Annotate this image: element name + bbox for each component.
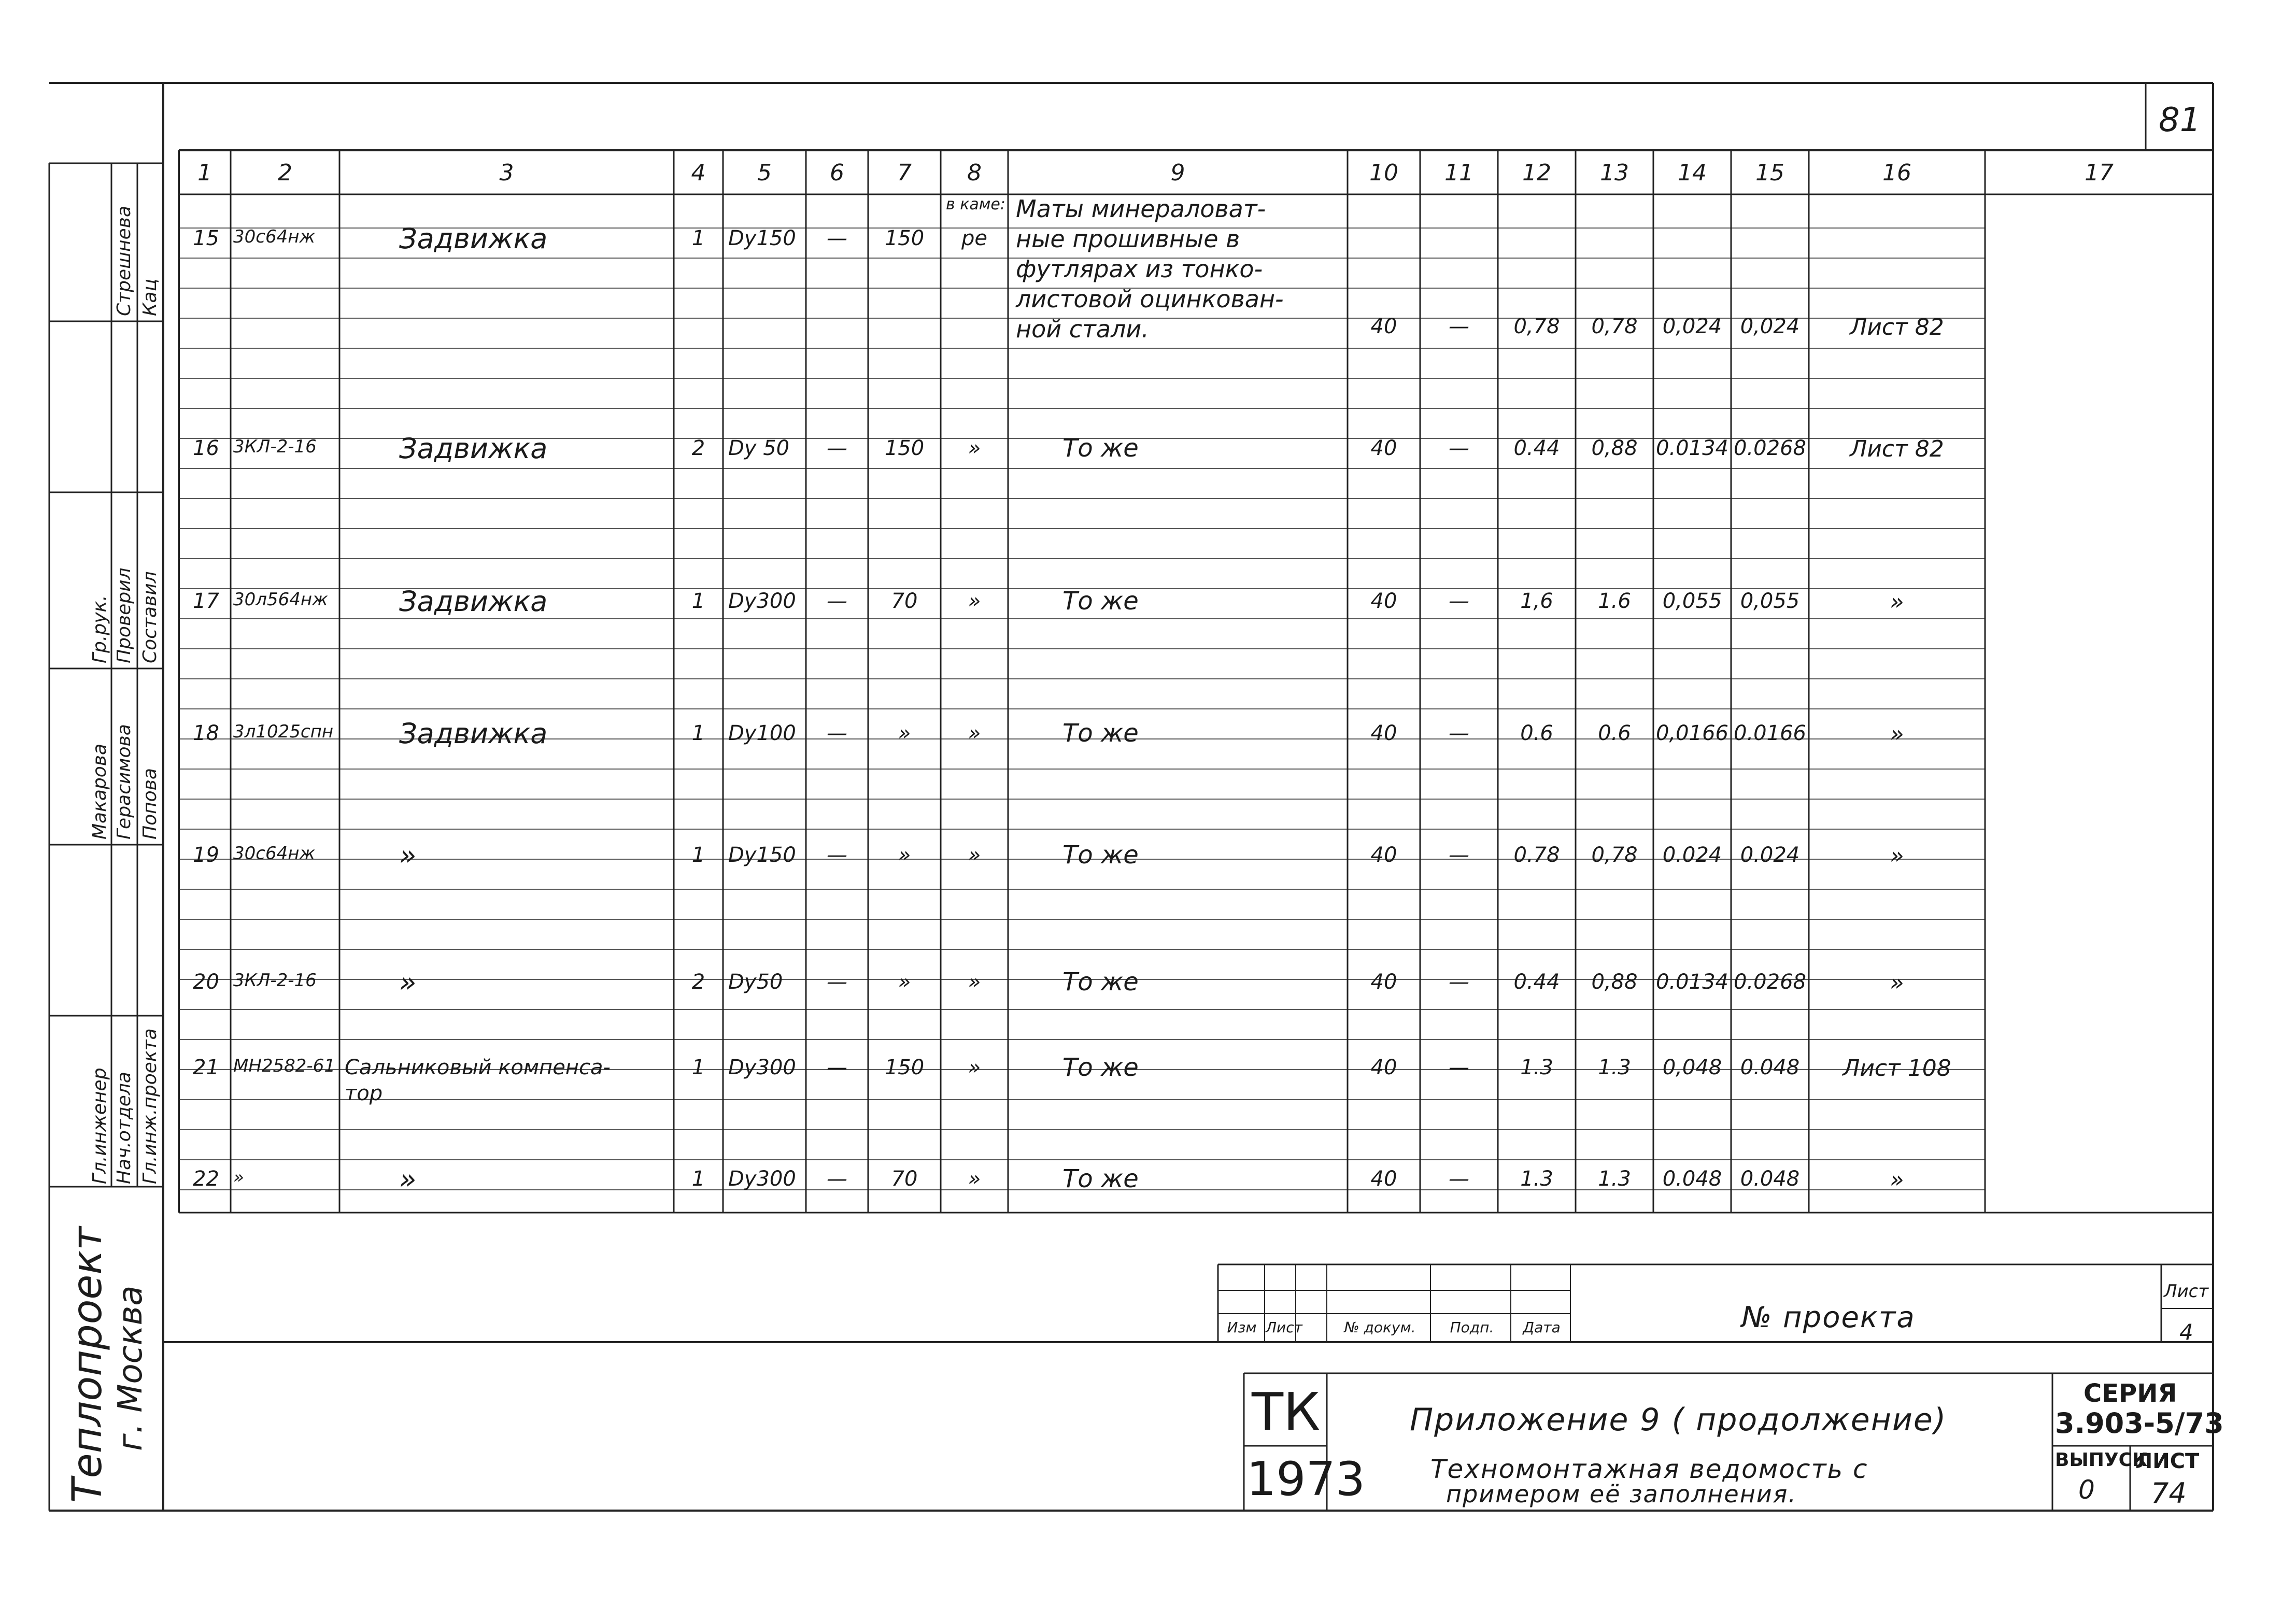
row-col12: 1,6	[1520, 589, 1553, 613]
row-col12: 1.3	[1520, 1167, 1553, 1191]
row-col16: »	[1890, 721, 1904, 747]
row-code: 30л564нж	[233, 589, 328, 610]
row-col11: —	[1449, 970, 1469, 994]
row-col11: —	[1449, 843, 1469, 867]
strip-label: Составил	[139, 571, 161, 663]
row-col14: 0.0134	[1656, 970, 1728, 994]
row-col15: 0.048	[1740, 1167, 1800, 1191]
row-col8: »	[968, 721, 981, 745]
issue-value: 0	[2078, 1475, 2095, 1505]
row-quantity: 1	[691, 843, 705, 867]
strip-label: Попова	[139, 768, 161, 840]
row-col14: 0,055	[1662, 589, 1722, 613]
row-col12: 0,78	[1513, 315, 1560, 338]
row-col10: 40	[1370, 589, 1397, 613]
row-col6: —	[827, 843, 847, 867]
row-col10: 40	[1370, 1056, 1397, 1079]
row-col8: »	[968, 436, 981, 460]
column-header-5: 5	[757, 160, 772, 186]
row-col11: —	[1449, 1056, 1469, 1079]
column-header-6: 6	[830, 160, 844, 186]
row-name: Задвижка	[399, 585, 548, 618]
row-insulation: То же	[1062, 434, 1139, 463]
row-insulation: То же	[1062, 1053, 1139, 1082]
stamp-year: 1973	[1246, 1452, 1366, 1506]
column-header-14: 14	[1678, 160, 1707, 186]
row-col10: 40	[1370, 315, 1397, 338]
strip-label: Гл.инженер	[89, 1068, 110, 1184]
row-col16: Лист 108	[1843, 1055, 1951, 1082]
row-col12: 0.44	[1513, 436, 1560, 460]
row-quantity: 1	[691, 721, 705, 745]
row-quantity: 2	[691, 970, 705, 994]
row-number: 17	[193, 589, 219, 613]
row-code: 3л1025спн	[233, 721, 334, 742]
row-diameter: Dy150	[728, 843, 796, 867]
row-number: 16	[193, 436, 219, 460]
row-col14: 0.048	[1662, 1167, 1722, 1191]
column-header-3: 3	[499, 160, 514, 186]
row-code: 3КЛ-2-16	[233, 436, 317, 457]
row-col13: 0,88	[1591, 436, 1638, 460]
row-col16: Лист 82	[1850, 314, 1944, 340]
column-header-4: 4	[691, 160, 706, 186]
row-col7: »	[898, 970, 911, 994]
insulation-text-line: футлярах из тонко-	[1016, 255, 1263, 283]
column-header-15: 15	[1755, 160, 1784, 186]
row-col7: 70	[891, 589, 918, 613]
row-col11: —	[1449, 1167, 1469, 1191]
row-insulation: То же	[1062, 719, 1139, 748]
row-col8-top: в каме:	[946, 195, 1005, 214]
issue-label: ВЫПУСК	[2055, 1449, 2148, 1471]
column-header-8: 8	[967, 160, 982, 186]
row-number: 19	[193, 843, 219, 867]
row-quantity: 1	[691, 1056, 705, 1079]
row-col16: »	[1890, 843, 1904, 869]
row-col8: »	[968, 970, 981, 994]
row-insulation: То же	[1062, 841, 1139, 870]
row-col13: 1.3	[1598, 1167, 1631, 1191]
row-col7: 150	[884, 1056, 925, 1079]
column-header-7: 7	[897, 160, 912, 186]
row-col15: 0.0268	[1734, 436, 1806, 460]
row-name: Сальниковый компенса-	[345, 1056, 611, 1079]
row-number: 22	[193, 1167, 219, 1191]
row-diameter: Dy100	[728, 721, 796, 745]
column-header-12: 12	[1522, 160, 1551, 186]
company-city: г. Москва	[111, 1285, 150, 1451]
row-name-cont: тор	[345, 1082, 383, 1105]
strip-label: Гл.инж.проекта	[139, 1028, 161, 1184]
row-col13: 1.3	[1598, 1056, 1631, 1079]
revision-header: № докум.	[1344, 1319, 1416, 1336]
row-col7: 70	[891, 1167, 918, 1191]
row-col11: —	[1449, 315, 1469, 338]
row-col14: 0.0134	[1656, 436, 1728, 460]
row-name: Задвижка	[399, 432, 548, 465]
strip-label: Кац	[139, 278, 161, 316]
row-col10: 40	[1370, 970, 1397, 994]
strip-label: Нач.отдела	[114, 1072, 135, 1184]
revision-header: Лист	[1266, 1319, 1302, 1336]
column-header-13: 13	[1600, 160, 1629, 186]
row-col15: 0.024	[1740, 843, 1800, 867]
row-col8: »	[968, 589, 981, 613]
row-col16: Лист 82	[1850, 436, 1944, 462]
column-header-1: 1	[197, 160, 212, 186]
stamp-tk: ТК	[1252, 1382, 1321, 1442]
row-col8: »	[968, 843, 981, 867]
row-col6: —	[827, 589, 847, 613]
row-col6: —	[827, 1056, 847, 1079]
row-col10: 40	[1370, 721, 1397, 745]
row-col13: 1.6	[1598, 589, 1631, 613]
sheet-label: Лист	[2164, 1281, 2209, 1302]
row-number: 18	[193, 721, 219, 745]
row-col13: 0,88	[1591, 970, 1638, 994]
description-line-1: Техномонтажная ведомость с	[1430, 1454, 1868, 1484]
insulation-text-line: ные прошивные в	[1016, 225, 1240, 253]
row-insulation: То же	[1062, 1164, 1139, 1193]
row-col6: —	[827, 1167, 847, 1191]
row-diameter: Dy 50	[728, 436, 790, 460]
column-header-9: 9	[1170, 160, 1185, 186]
row-quantity: 1	[691, 1167, 705, 1191]
row-col8: »	[968, 1167, 981, 1191]
row-col13: 0,78	[1591, 843, 1638, 867]
row-col15: 0.0268	[1734, 970, 1806, 994]
row-col14: 0.024	[1662, 843, 1722, 867]
row-name: »	[399, 839, 417, 872]
row-diameter: Dy50	[728, 970, 783, 994]
strip-label: Гр.рук.	[89, 595, 110, 663]
row-col10: 40	[1370, 436, 1397, 460]
strip-label: Стрешнева	[114, 205, 135, 316]
row-code: 30с64нж	[233, 226, 316, 247]
row-col13: 0,78	[1591, 315, 1638, 338]
row-col11: —	[1449, 721, 1469, 745]
column-header-11: 11	[1444, 160, 1473, 186]
row-name: »	[399, 966, 417, 999]
row-diameter: Dy300	[728, 589, 796, 613]
row-col14: 0,0166	[1656, 721, 1728, 745]
row-col10: 40	[1370, 843, 1397, 867]
row-col12: 0.44	[1513, 970, 1560, 994]
row-col6: —	[827, 721, 847, 745]
row-col11: —	[1449, 436, 1469, 460]
column-header-10: 10	[1369, 160, 1398, 186]
row-col14: 0,048	[1662, 1056, 1722, 1079]
strip-label: Макарова	[89, 743, 110, 840]
row-col7: 150	[884, 436, 925, 460]
row-col13: 0.6	[1598, 721, 1631, 745]
row-quantity: 1	[691, 589, 705, 613]
insulation-text-line: Маты минераловат-	[1016, 195, 1266, 223]
insulation-text-line: листовой оцинкован-	[1016, 285, 1284, 313]
row-col15: 0.048	[1740, 1056, 1800, 1079]
revision-header: Подп.	[1450, 1319, 1494, 1336]
row-col12: 0.78	[1513, 843, 1560, 867]
row-col6: —	[827, 970, 847, 994]
row-quantity: 2	[691, 436, 705, 460]
row-col15: 0,024	[1740, 315, 1800, 338]
row-col7: 150	[884, 226, 925, 250]
row-col7: »	[898, 843, 911, 867]
sheet-number: 81	[2159, 101, 2201, 139]
row-col8: ре	[961, 226, 987, 250]
row-col6: —	[827, 226, 847, 250]
row-diameter: Dy300	[728, 1167, 796, 1191]
column-header-16: 16	[1882, 160, 1911, 186]
row-col14: 0,024	[1662, 315, 1722, 338]
row-col7: »	[898, 721, 911, 745]
row-col15: 0.0166	[1734, 721, 1806, 745]
sheet-value: 4	[2179, 1319, 2193, 1345]
series-value: 3.903-5/73	[2055, 1407, 2224, 1440]
row-diameter: Dy300	[728, 1056, 796, 1079]
row-col16: »	[1890, 1166, 1904, 1193]
row-quantity: 1	[691, 226, 705, 250]
row-col12: 0.6	[1520, 721, 1553, 745]
row-code: 30с64нж	[233, 843, 316, 864]
row-col11: —	[1449, 589, 1469, 613]
revision-header: Изм	[1227, 1319, 1257, 1336]
row-code: 3КЛ-2-16	[233, 970, 317, 991]
row-name: »	[399, 1163, 417, 1196]
series-label: СЕРИЯ	[2084, 1379, 2177, 1408]
strip-label: Герасимова	[114, 724, 135, 840]
row-col16: »	[1890, 970, 1904, 996]
revision-header: Дата	[1523, 1319, 1561, 1336]
row-col6: —	[827, 436, 847, 460]
row-code: МН2582-61	[233, 1056, 335, 1076]
row-insulation: То же	[1062, 967, 1139, 997]
row-col16: »	[1890, 589, 1904, 615]
row-name: Задвижка	[399, 717, 548, 750]
row-number: 20	[193, 970, 219, 994]
appendix-title: Приложение 9 ( продолжение)	[1410, 1402, 1947, 1438]
row-name: Задвижка	[399, 222, 548, 255]
company-name: Теплопроект	[64, 1227, 111, 1503]
row-col15: 0,055	[1740, 589, 1800, 613]
project-label: № проекта	[1741, 1301, 1916, 1334]
row-col12: 1.3	[1520, 1056, 1553, 1079]
insulation-text-line: ной стали.	[1016, 315, 1149, 343]
list-value: 74	[2151, 1477, 2187, 1510]
description-line-2: примером её заполнения.	[1446, 1480, 1797, 1508]
row-insulation: То же	[1062, 587, 1139, 616]
row-col10: 40	[1370, 1167, 1397, 1191]
row-diameter: Dy150	[728, 226, 796, 250]
column-header-2: 2	[278, 160, 292, 186]
row-number: 21	[193, 1056, 219, 1079]
row-code: »	[233, 1167, 244, 1188]
column-header-17: 17	[2085, 160, 2114, 186]
strip-label: Проверил	[114, 567, 135, 663]
list-label: ЛИСТ	[2135, 1449, 2200, 1473]
row-number: 15	[193, 226, 219, 250]
row-col8: »	[968, 1056, 981, 1079]
